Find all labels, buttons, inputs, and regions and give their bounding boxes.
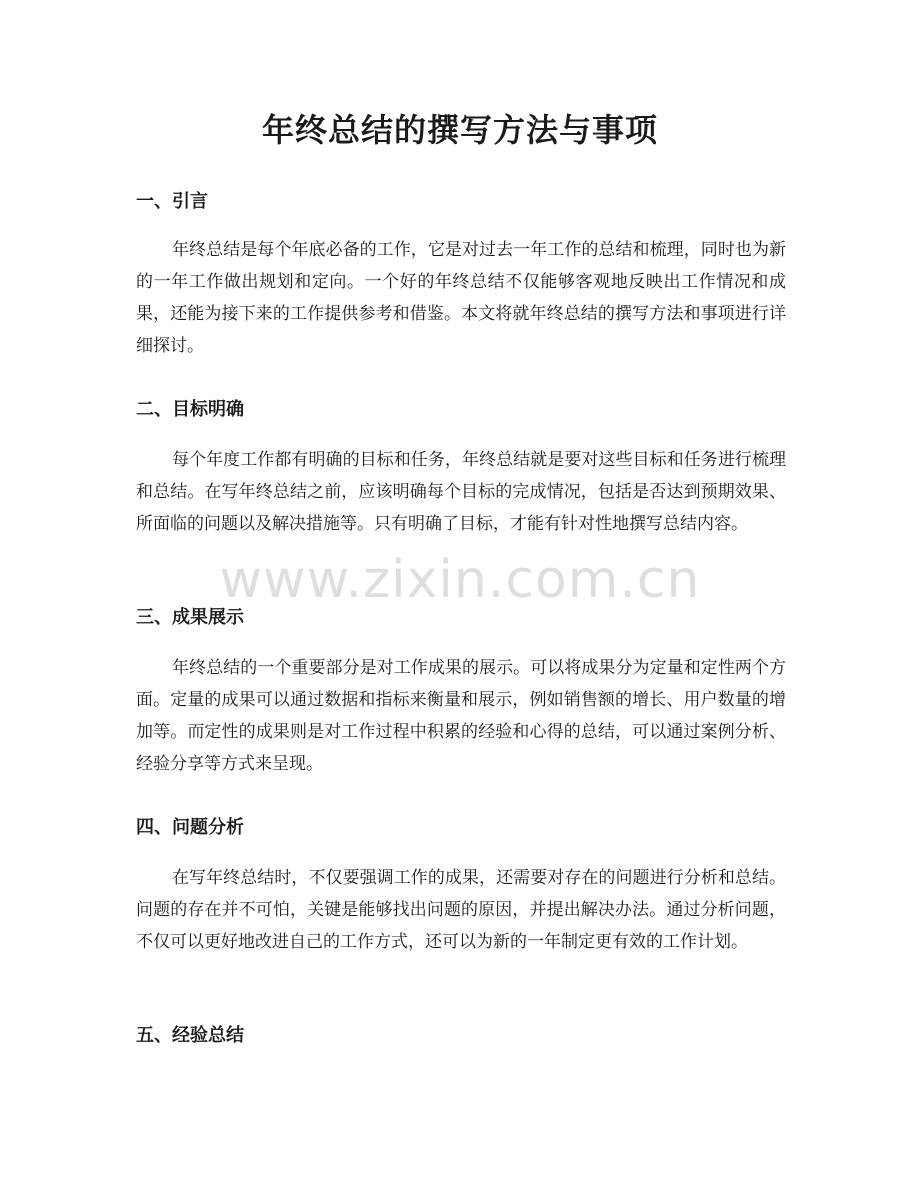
section-heading-results: 三、成果展示 — [136, 607, 244, 628]
watermark: www.zixin.com.cn — [219, 550, 701, 610]
section-paragraph-problem-analysis: 在写年终总结时，不仅要强调工作的成果，还需要对存在的问题进行分析和总结。问题的存在并不可怕，关键是能够找出问题的原因，并提出解决办法。通过分析问题，不仅可以更好地改进自己的工作方式，还可以为新的一年制定更有效的工作计划。 — [136, 868, 786, 952]
section-paragraph-results: 年终总结的一个重要部分是对工作成果的展示。可以将成果分为定量和定性两个方面。定量的成果可以通过数据和指标来衡量和展示，例如销售额的增长、用户数量的增加等。而定性的成果则是对工作过程中积累的经验和心得的总结，可以通过案例分析、经验分享等方式来呈现。 — [136, 658, 786, 774]
section-paragraph-clear-goals: 每个年度工作都有明确的目标和任务，年终总结就是要对这些目标和任务进行梳理和总结。在写年终总结之前，应该明确每个目标的完成情况，包括是否达到预期效果、所面临的问题以及解决措施等。只有明确了目标，才能有针对性地撰写总结内容。 — [136, 450, 786, 534]
section-heading-clear-goals: 二、目标明确 — [136, 399, 244, 420]
section-heading-problem-analysis: 四、问题分析 — [136, 817, 244, 838]
section-heading-experience: 五、经验总结 — [136, 1025, 244, 1046]
section-paragraph-introduction: 年终总结是每个年底必备的工作，它是对过去一年工作的总结和梳理，同时也为新的一年工作做出规划和定向。一个好的年终总结不仅能够客观地反映出工作情况和成果，还能为接下来的工作提供参考和借鉴。本文将就年终总结的撰写方法和事项进行详细探讨。 — [136, 240, 786, 356]
document-title: 年终总结的撰写方法与事项 — [261, 111, 658, 149]
section-heading-introduction: 一、引言 — [136, 191, 208, 212]
